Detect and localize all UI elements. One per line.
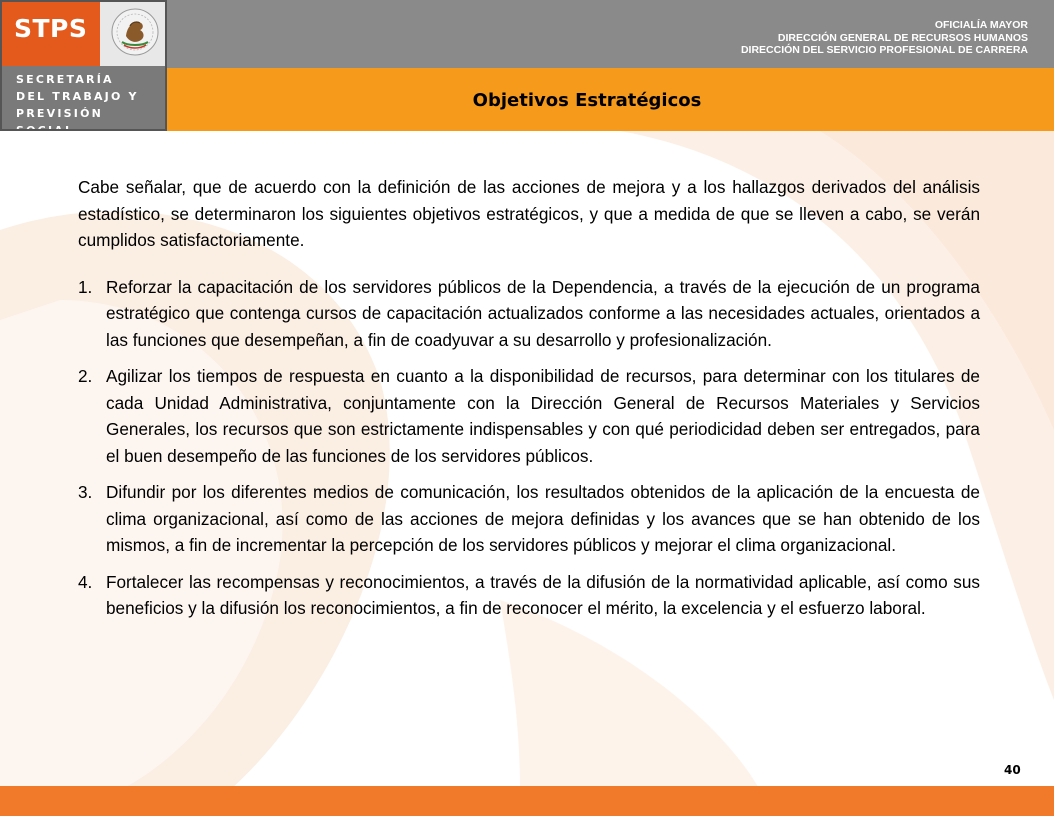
stps-logo-text: STPS: [14, 14, 88, 43]
main-content: [78, 174, 980, 632]
objective-text: Reforzar la capacitación de los servidores públicos de la Dependencia, a través de la ejecución de un programa estratégico que contenga cursos de capacitación actualizados conforme a las necesidades actuales, orientados a las funciones que desempeñan, a fin de coadyuvar a su desarrollo y profesionalización.: [106, 276, 980, 350]
footer-bar: [0, 786, 1054, 816]
objective-item: [78, 274, 980, 354]
org-name-line: SECRETARÍA: [16, 73, 114, 86]
intro-paragraph: Cabe señalar, que de acuerdo con la definición de las acciones de mejora y a los hallazgos derivados del análisis estadístico, se determinaron los siguientes objetivos estratégicos, y que a medida de que se lleven a cabo, se verán cumplidos satisfactoriamente.: [78, 177, 980, 250]
office-lines: [741, 19, 1028, 57]
org-name-line: DEL TRABAJO Y: [16, 90, 139, 103]
office-line: OFICIALÍA MAYOR: [934, 19, 1028, 31]
page-number: 40: [1004, 763, 1021, 777]
objective-item: [78, 363, 980, 469]
objectives-list: [78, 274, 980, 622]
objective-text: Difundir por los diferentes medios de comunicación, los resultados obtenidos de la aplicación de la encuesta de clima organizacional, así como de las acciones de mejora definidas y los avances que se han obtenido de los mismos, a fin de incrementar la percepción de los servidores públicos y mejorar el clima organizacional.: [106, 482, 980, 555]
objective-item: [78, 569, 980, 622]
office-line: DIRECCIÓN GENERAL DE RECURSOS HUMANOS: [777, 31, 1028, 44]
objective-text: Agilizar los tiempos de respuesta en cuanto a la disponibilidad de recursos, para determinar con los titulares de cada Unidad Administrativa, conjuntamente con la Dirección General de Recursos Materiales y Servicios Generales, los recursos que son estrictamente indispensables y con qué periodicidad deben ser entregados, para el buen desempeño de las funciones de los servidores públicos.: [106, 366, 980, 466]
objective-number: 4.: [78, 571, 93, 592]
objective-number: 1.: [78, 276, 93, 297]
objective-number: 3.: [78, 482, 93, 502]
stps-logo-block: [0, 0, 167, 137]
objective-number: 2.: [78, 366, 93, 386]
logo-border: [0, 0, 167, 131]
header-bar: [167, 0, 1054, 68]
org-name-line: PREVISIÓN SOCIAL: [16, 107, 104, 137]
title-bar: [167, 68, 1054, 131]
objective-text: Fortalecer las recompensas y reconocimientos, a través de la difusión de la normatividad aplicable, así como sus beneficios y la difusión los reconocimientos, a fin de reconocer el mérito, la excelencia y el esfuerzo laboral.: [106, 571, 980, 618]
objective-item: [78, 479, 980, 559]
page-title: Objetivos Estratégicos: [472, 90, 702, 111]
office-line: DIRECCIÓN DEL SERVICIO PROFESIONAL DE CARRERA: [740, 44, 1028, 56]
